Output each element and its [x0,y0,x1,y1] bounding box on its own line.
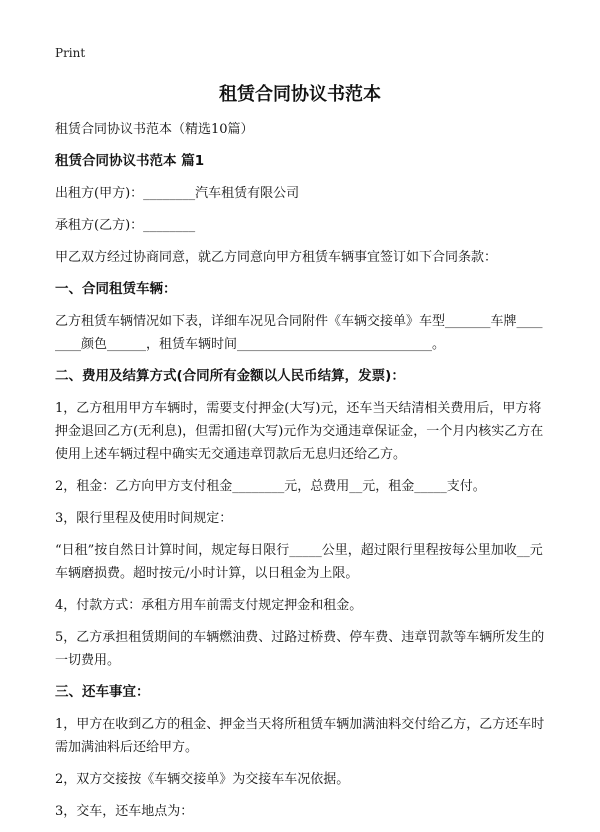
paragraph-vehicle-details: 乙方租赁车辆情况如下表，详细车况见合同附件《车辆交接单》车型_______车牌________颜色______，租赁车辆时间______________________________。 [55,314,543,352]
intro-paragraph: 甲乙双方经过协商同意，就乙方同意向甲方租赁车辆事宜签订如下合同条款： [55,250,498,265]
paragraph-location: 3，交车，还车地点为： [55,804,194,819]
paragraph-deposit: 1，乙方租用甲方车辆时，需要支付押金(大写)元，还车当天结清相关费用后，甲方将押金退回乙方(无利息)，但需扣留(大写)元作为交通违章保证金，一个月内核实乙方在使用上述车辆过程中确实无交通违章罚款后无息归还给乙方。 [55,401,544,462]
heading-vehicle-return: 三、还车事宜： [55,684,150,700]
lessee-line: 承租方(乙方)：________ [55,218,196,233]
lessor-line: 出租方(甲方)：________汽车租赁有限公司 [55,186,300,201]
print-label: Print [55,46,86,60]
paragraph-daily-rent: “日租”按自然日计算时间，规定每日限行_____公里，超过限行里程按每公里加收__元车辆磨损费。超时按元/小时计算，以日租金为上限。 [55,543,543,581]
heading-fees-settlement: 二、费用及结算方式(合同所有金额以人民币结算，发票)： [55,368,405,384]
document-subtitle: 租赁合同协议书范本（精选10篇） [55,122,254,137]
paragraph-rent: 2，租金：乙方向甲方支付租金________元，总费用__元，租金_____支付。 [55,479,486,494]
document-title: 租赁合同协议书范本 [219,84,381,105]
paragraph-lessee-costs: 5，乙方承担租赁期间的车辆燃油费、过路过桥费、停车费、违章罚款等车辆所发生的一切费用。 [55,630,545,668]
document-body [55,118,545,832]
paragraph-mileage-rules: 3，限行里程及使用时间规定： [55,511,233,526]
paragraph-fuel: 1，甲方在收到乙方的租金、押金当天将所租赁车辆加满油料交付给乙方，乙方还车时需加满油料后还给甲方。 [55,717,545,755]
heading-rental-vehicle: 一、合同租赁车辆： [55,281,177,297]
paragraph-payment-method: 4，付款方式：承租方用车前需支付规定押金和租金。 [55,598,363,613]
section-title: 租赁合同协议书范本 篇1 [55,153,205,169]
paragraph-handover: 2，双方交接按《车辆交接单》为交接车车况依据。 [55,772,350,787]
